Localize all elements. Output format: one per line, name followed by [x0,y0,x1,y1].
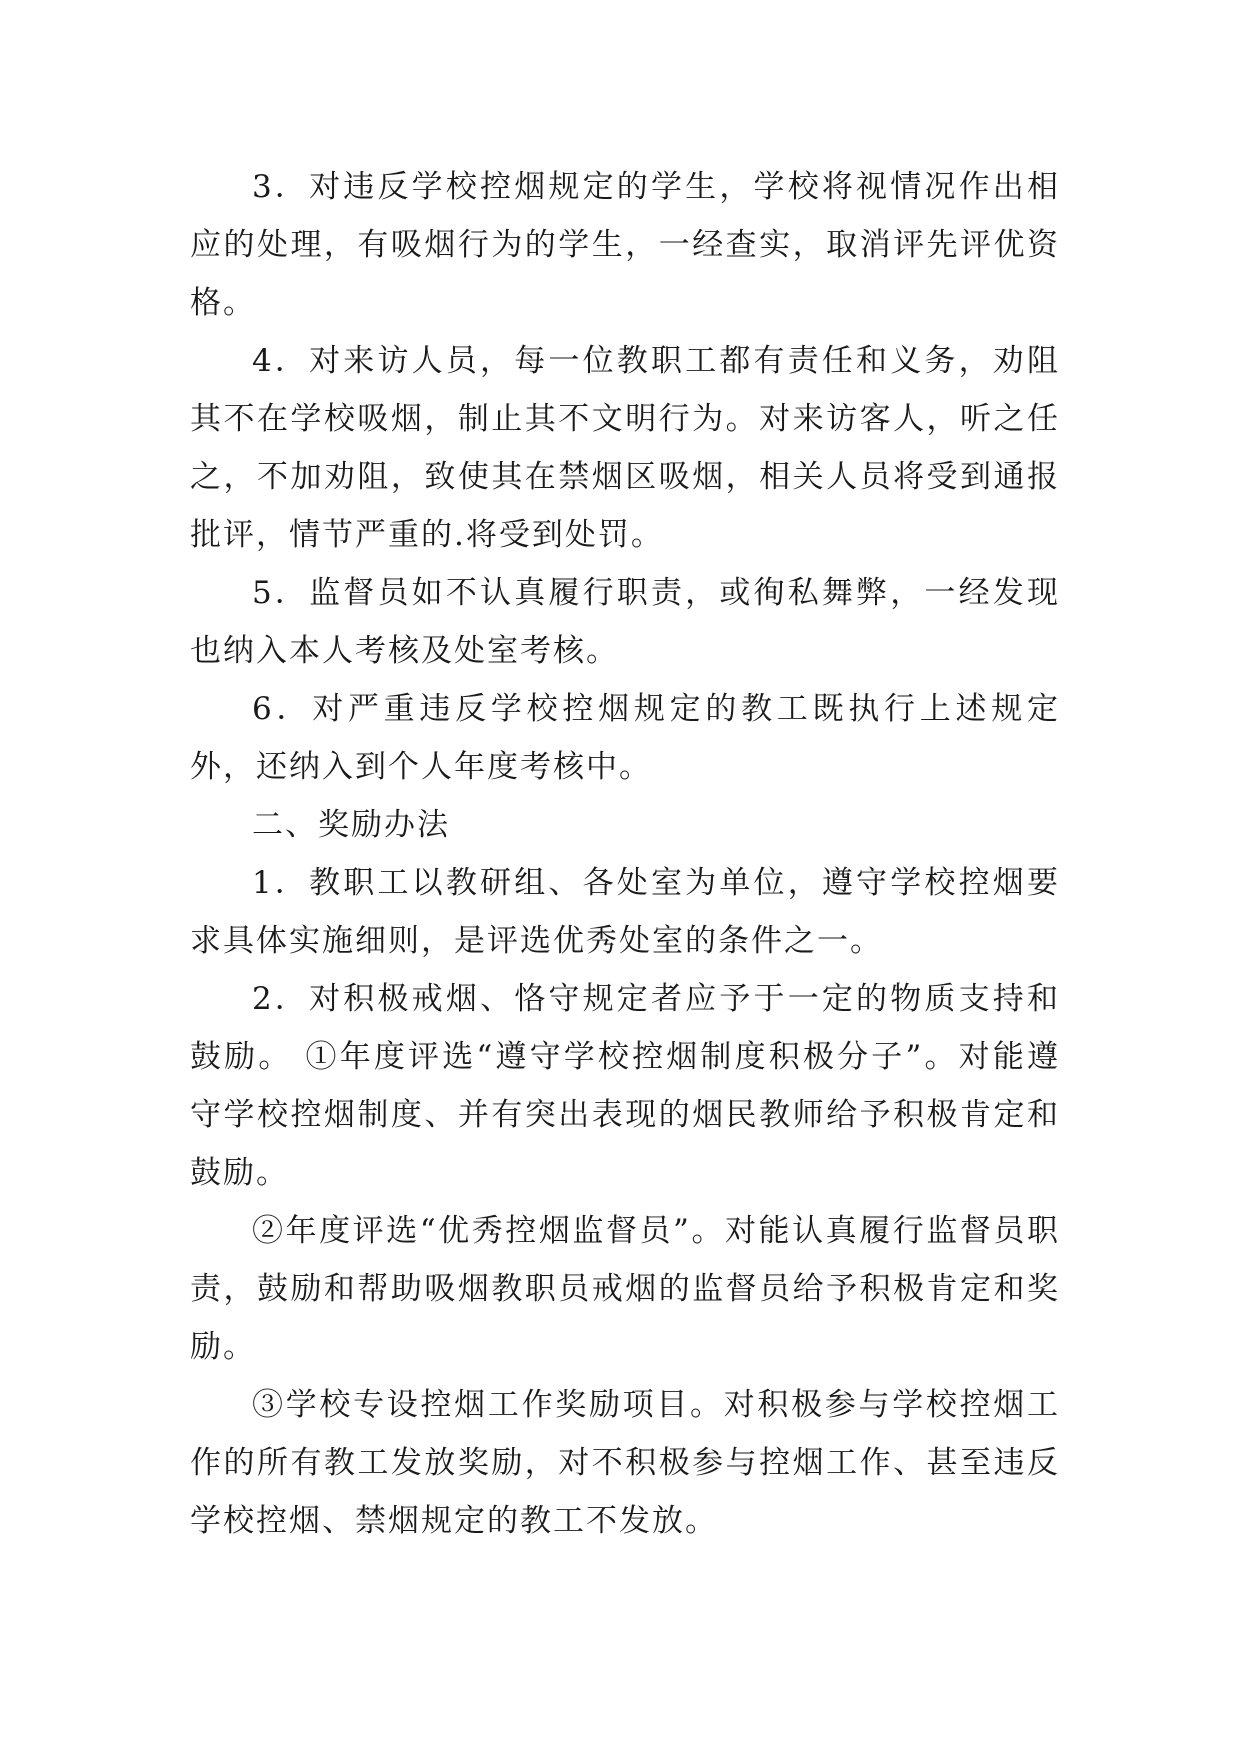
paragraph-reward-monitor: ②年度评选“优秀控烟监督员”。对能认真履行监督员职责，鼓励和帮助吸烟教职员戒烟的监督员给予积极肯定和奖励。 [190,1213,1060,1365]
paragraph-visitors: 4．对来访人员，每一位教职工都有责任和义务，劝阻其不在学校吸烟，制止其不文明行为。对来访客人，听之任之，不加劝阻，致使其在禁烟区吸烟，相关人员将受到通报批评，情节严重的.将受到处罚。 [190,343,1060,553]
paragraph-supervisors: 5．监督员如不认真履行职责，或徇私舞弊，一经发现也纳入本人考核及处室考核。 [190,575,1060,669]
paragraph-serious-violation: 6．对严重违反学校控烟规定的教工既执行上述规定外，还纳入到个人年度考核中。 [190,691,1060,785]
section-heading-rewards: 二、奖励办法 [252,807,450,843]
paragraph-student-violation: 3．对违反学校控烟规定的学生，学校将视情况作出相应的处理，有吸烟行为的学生，一经查实，取消评先评优资格。 [190,169,1060,321]
paragraph-reward-1: 1．教职工以教研组、各处室为单位，遵守学校控烟要求具体实施细则，是评选优秀处室的条件之一。 [190,865,1060,959]
paragraph-reward-2: 2．对积极戒烟、恪守规定者应予于一定的物质支持和鼓励。 ①年度评选“遵守学校控烟制度积极分子”。对能遵守学校控烟制度、并有突出表现的烟民教师给予积极肯定和鼓励。 [190,981,1060,1191]
document-body [190,158,1060,1550]
paragraph-reward-project: ③学校专设控烟工作奖励项目。对积极参与学校控烟工作的所有教工发放奖励，对不积极参与控烟工作、甚至违反学校控烟、禁烟规定的教工不发放。 [190,1387,1060,1539]
